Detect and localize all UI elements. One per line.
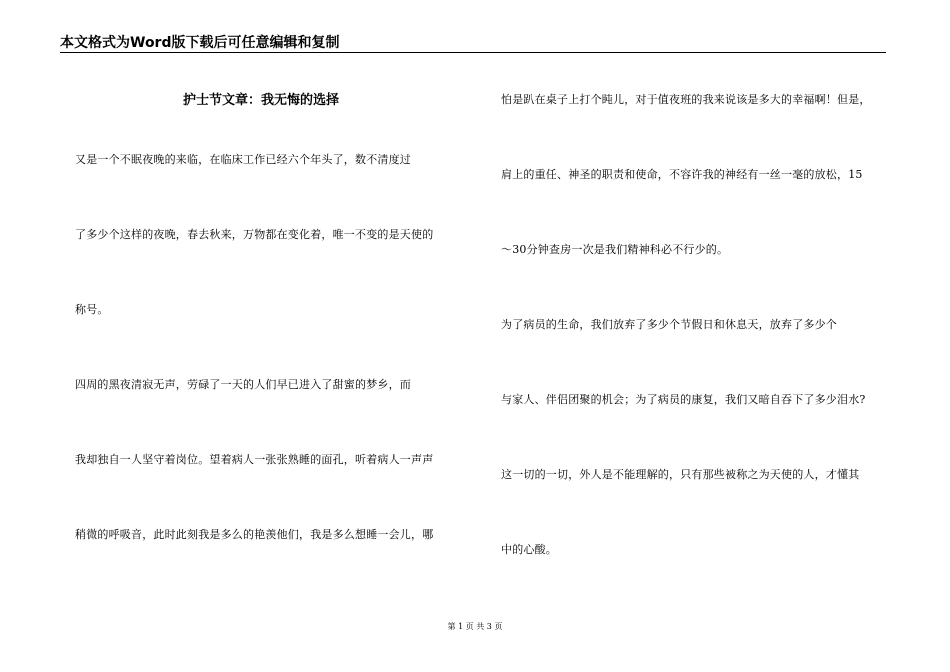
right-column-line: 中的心酸。 — [501, 543, 557, 556]
document-header: 本文格式为Word版下载后可任意编辑和复制 — [60, 35, 340, 51]
article-title: 护士节文章：我无悔的选择 — [182, 93, 339, 108]
right-column-line: 与家人、伴侣团聚的机会；为了病员的康复，我们又暗自吞下了多少泪水? — [501, 393, 866, 406]
header-divider — [60, 52, 886, 53]
page-number: 第 1 页 共 3 页 — [447, 622, 503, 631]
right-column-line: ～30分钟查房一次是我们精神科必不行少的。 — [501, 243, 729, 256]
right-column-line: 这一切的一切，外人是不能理解的，只有那些被称之为天使的人，才懂其 — [501, 468, 860, 481]
left-column-line: 我却独自一人坚守着岗位。望着病人一张张熟睡的面孔，听着病人一声声 — [75, 453, 434, 466]
left-column-line: 四周的黑夜清寂无声，劳碌了一天的人们早已进入了甜蜜的梦乡，而 — [75, 378, 411, 391]
right-column-line: 为了病员的生命，我们放弃了多少个节假日和休息天，放弃了多少个 — [501, 318, 837, 331]
left-column-line: 稍微的呼吸音，此时此刻我是多么的艳羡他们，我是多么想睡一会儿，哪 — [75, 528, 434, 541]
right-column-line: 怕是趴在桌子上打个盹儿，对于值夜班的我来说该是多大的幸福啊！但是， — [501, 93, 871, 106]
left-column-line: 又是一个不眠夜晚的来临，在临床工作已经六个年头了，数不清度过 — [75, 153, 411, 166]
left-column-line: 称号。 — [75, 303, 109, 316]
left-column-line: 了多少个这样的夜晚，春去秋来，万物都在变化着，唯一不变的是天使的 — [75, 228, 434, 241]
right-column-line: 肩上的重任、神圣的职责和使命，不容许我的神经有一丝一毫的放松，15 — [501, 168, 863, 181]
